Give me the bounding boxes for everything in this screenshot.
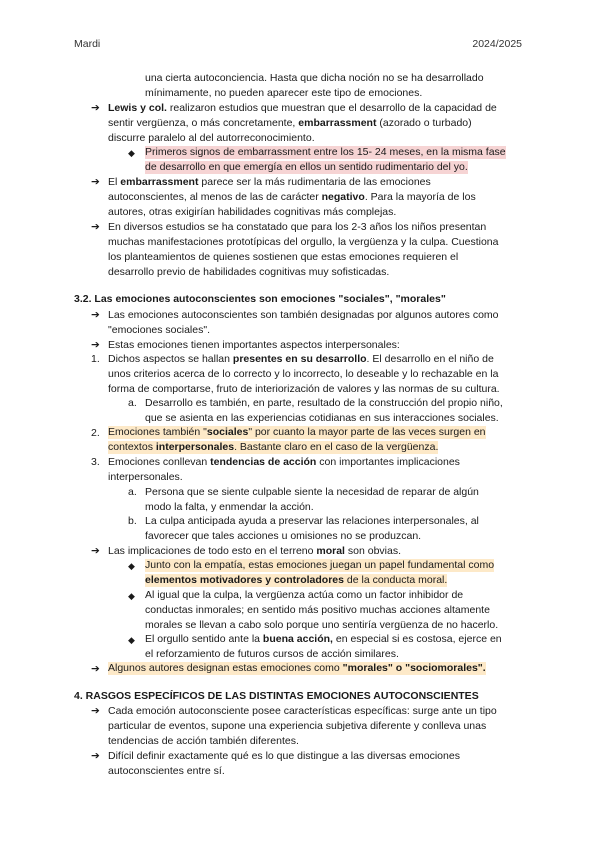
- text-line: Cada emoción autoconsciente posee características específicas: surge ante un tipo: [108, 705, 497, 717]
- arrow-bullet-icon: ➔: [91, 545, 100, 557]
- text-line: Persona que se siente culpable siente la necesidad de reparar de algún: [145, 486, 479, 498]
- text-line: muchas manifestaciones prototípicas del orgullo, la vergüenza y la culpa. Cuestiona: [108, 236, 499, 248]
- arrow-bullet-icon: ➔: [91, 102, 100, 114]
- highlighted-text-line: Primeros signos de embarrassment entre los 15- 24 meses, en la misma fase: [145, 146, 506, 158]
- text-line: "emociones sociales".: [108, 324, 211, 336]
- text-line: Las implicaciones de todo esto en el terreno moral son obvias.: [108, 545, 402, 557]
- text-line: En diversos estudios se ha constatado que para los 2-3 años los niños presentan: [108, 221, 487, 233]
- arrow-bullet-icon: ➔: [91, 750, 100, 762]
- text-line: mínimamente, no pueden aparecer este tipo de emociones.: [145, 87, 423, 99]
- text-line: tendencias de acción también diferentes.: [108, 735, 299, 747]
- text-line: modo la falta, y enmendar la acción.: [145, 501, 314, 513]
- text-line: desarrollo previo de habilidades cognitivas muy sofisticadas.: [108, 266, 390, 278]
- text-line: los planteamientos de quienes sostienen que estas emociones requieren el: [108, 251, 459, 263]
- arrow-bullet-icon: ➔: [91, 705, 100, 717]
- text-line: sentir vergüenza, o más concretamente, embarrassment (azorado o turbado): [108, 117, 472, 129]
- text-line: Estas emociones tienen importantes aspectos interpersonales:: [108, 339, 400, 351]
- text-line: morales se llevan a cabo solo porque uno sentiría vergüenza de no hacerlo.: [145, 619, 499, 631]
- arrow-bullet-icon: ➔: [91, 176, 100, 188]
- highlighted-text-line: contextos interpersonales. Bastante claro en el caso de la vergüenza.: [108, 441, 439, 453]
- highlighted-text-line: de desarrollo en que emergía en ellos un sentido rudimentario del yo.: [145, 161, 468, 173]
- arrow-bullet-icon: ➔: [91, 309, 100, 321]
- text-line: el reforzamiento de futuros cursos de acción similares.: [145, 648, 399, 660]
- diamond-bullet-icon: ◆: [128, 635, 135, 645]
- highlighted-text-line: Emociones también "sociales" por cuanto la mayor parte de las veces surgen en: [108, 426, 486, 438]
- text-line: unos criterios acerca de lo correcto y lo incorrecto, lo deseable y lo rechazable en la: [108, 368, 499, 380]
- highlighted-text-line: Junto con la empatía, estas emociones juegan un papel fundamental como: [145, 559, 495, 571]
- arrow-bullet-icon: ➔: [91, 221, 100, 233]
- text-line: particular de eventos, supone una experiencia subjetiva diferente y conlleva unas: [108, 720, 487, 732]
- arrow-bullet-icon: ➔: [91, 663, 100, 675]
- text-line: Dichos aspectos se hallan presentes en su desarrollo. El desarrollo en el niño de: [108, 353, 494, 365]
- text-line: Desarrollo es también, en parte, resultado de la construcción del propio niño,: [145, 397, 503, 409]
- highlighted-text-line: Algunos autores designan estas emociones como "morales" o "sociomorales".: [108, 662, 486, 674]
- list-letter: a.: [128, 486, 137, 498]
- text-line: autores, otras exigirían habilidades cognitivas más complejas.: [108, 206, 397, 218]
- text-line: autoconscientes entre sí.: [108, 765, 225, 777]
- text-line: Al igual que la culpa, la vergüenza actúa como un factor inhibidor de: [145, 589, 464, 601]
- text-line: favorecer que tales acciones u omisiones no se produzcan.: [145, 530, 422, 542]
- list-number: 1.: [91, 353, 100, 365]
- header-course: Mardi: [74, 38, 101, 50]
- list-number: 3.: [91, 456, 100, 468]
- header-year: 2024/2025: [472, 38, 522, 50]
- diamond-bullet-icon: ◆: [128, 148, 135, 158]
- text-line: autoconscientes, al menos de las de carácter negativo. Para la mayoría de los: [108, 191, 476, 203]
- text-line: una cierta autoconciencia. Hasta que dicha noción no se ha desarrollado: [145, 72, 484, 84]
- text-line: conductas inmorales; en sentido más positivo muchas acciones altamente: [145, 604, 490, 616]
- text-line: Difícil definir exactamente qué es lo que distingue a las diversas emociones: [108, 750, 460, 762]
- highlighted-text-line: elementos motivadores y controladores de la conducta moral.: [145, 574, 448, 586]
- text-line: discurre paralelo al del autorreconocimiento.: [108, 132, 315, 144]
- arrow-bullet-icon: ➔: [91, 339, 100, 351]
- section-heading: 4. RASGOS ESPECÍFICOS DE LAS DISTINTAS EMOCIONES AUTOCONSCIENTES: [74, 690, 479, 702]
- text-line: La culpa anticipada ayuda a preservar las relaciones interpersonales, al: [145, 515, 479, 527]
- text-line: El orgullo sentido ante la buena acción, en especial si es costosa, ejerce en: [145, 633, 502, 645]
- text-line: Emociones conllevan tendencias de acción con importantes implicaciones: [108, 456, 460, 468]
- diamond-bullet-icon: ◆: [128, 591, 135, 601]
- text-line: Lewis y col. realizaron estudios que muestran que el desarrollo de la capacidad de: [108, 102, 497, 114]
- text-line: El embarrassment parece ser la más rudimentaria de las emociones: [108, 176, 431, 188]
- list-letter: b.: [128, 515, 137, 527]
- text-line: Las emociones autoconscientes son también designadas por algunos autores como: [108, 309, 499, 321]
- text-line: que se asienta en las experiencias cotidianas en sus interacciones sociales.: [145, 412, 499, 424]
- list-number: 2.: [91, 427, 100, 439]
- list-letter: a.: [128, 397, 137, 409]
- section-heading: 3.2. Las emociones autoconscientes son emociones "sociales", "morales": [74, 293, 446, 305]
- text-line: forma de comportarse, fruto de interiorización de valores y las normas de su cultura.: [108, 383, 500, 395]
- diamond-bullet-icon: ◆: [128, 561, 135, 571]
- text-line: interpersonales.: [108, 471, 183, 483]
